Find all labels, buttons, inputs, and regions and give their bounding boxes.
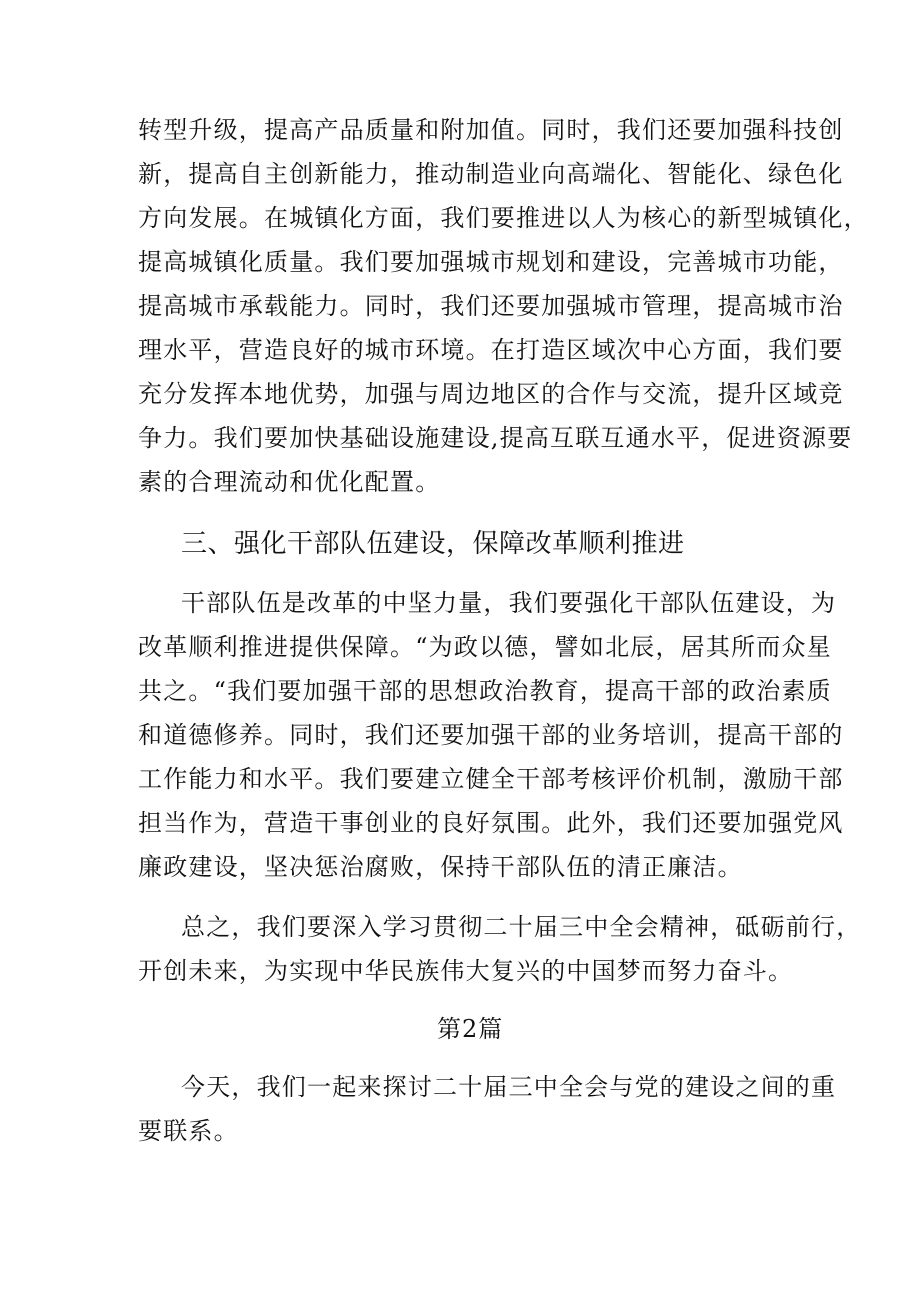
paragraph-line: 充分发挥本地优势，加强与周边地区的合作与交流，提升区域竞 [138,380,844,408]
paragraph-line: 改革顺利推进提供保障。“为政以德，譬如北辰，居其所而众星 [138,633,832,661]
paragraph-line: 新，提高自主创新能力，推动制造业向高端化、智能化、绿色化 [138,160,844,188]
paragraph-line: 干部队伍是改革的中坚力量，我们要强化干部队伍建设，为 [181,589,837,617]
paragraph-line: 提高城市承载能力。同时，我们还要加强城市管理，提高城市治 [138,292,844,320]
paragraph-line: 开创未来，为实现中华民族伟大复兴的中国梦而努力奋斗。 [138,957,794,985]
paragraph-line: 总之，我们要深入学习贯彻二十届三中全会精神，砥砺前行， [181,913,862,941]
article-title: 第2篇 [437,1015,504,1043]
paragraph-line: 工作能力和水平。我们要建立健全干部考核评价机制，激励干部 [138,765,844,793]
paragraph-line: 担当作为，营造干事创业的良好氛围。此外，我们还要加强党风 [138,809,844,837]
paragraph-line: 理水平，营造良好的城市环境。在打造区域次中心方面，我们要 [138,336,844,364]
paragraph-line: 要联系。 [138,1117,239,1145]
paragraph-line: 今天，我们一起来探讨二十届三中全会与党的建设之间的重 [181,1073,837,1101]
paragraph-line: 共之。“我们要加强干部的思想政治教育，提高干部的政治素质 [138,677,832,705]
paragraph-line: 素的合理流动和优化配置。 [138,468,441,496]
paragraph-line: 转型升级，提高产品质量和附加值。同时，我们还要加强科技创 [138,116,844,144]
paragraph-line: 争力。我们要加快基础设施建设,提高互联互通水平，促进资源要 [138,424,853,452]
paragraph-line: 提高城镇化质量。我们要加强城市规划和建设，完善城市功能， [138,248,844,276]
section-heading: 三、强化干部队伍建设，保障改革顺利推进 [181,529,685,559]
paragraph-line: 和道德修养。同时，我们还要加强干部的业务培训，提高干部的 [138,721,844,749]
paragraph-line: 方向发展。在城镇化方面，我们要推进以人为核心的新型城镇化， [138,204,869,232]
paragraph-line: 廉政建设，坚决惩治腐败，保持干部队伍的清正廉洁。 [138,853,743,881]
